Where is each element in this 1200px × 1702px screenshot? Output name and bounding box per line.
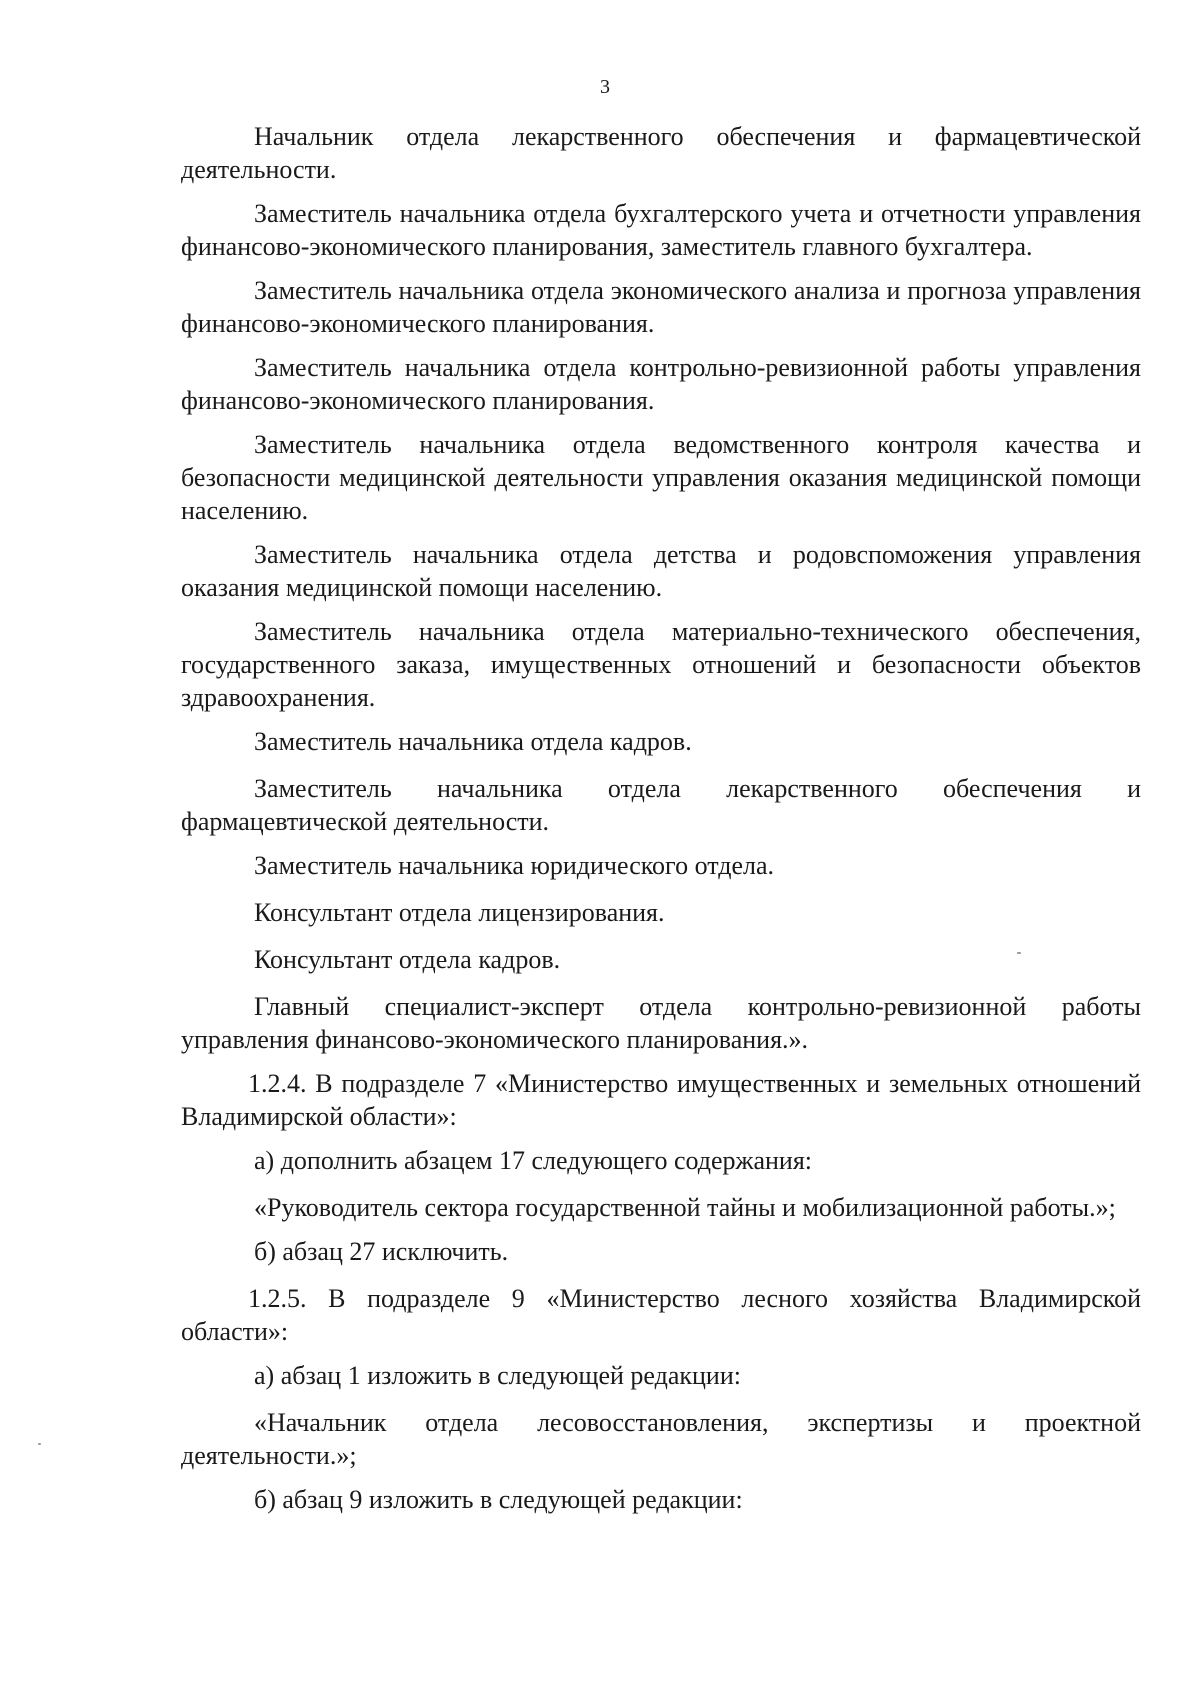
paragraph-19: а) абзац 1 изложить в следующей редакции: xyxy=(254,1361,741,1390)
paragraph-20: «Начальник отдела лесовосстановления, экспертизы и проектной деятельности.»; xyxy=(181,1408,1141,1470)
paragraph-6: Заместитель начальника отдела детства и родовспоможения управления оказания медицинской помощи населению. xyxy=(181,540,1141,602)
paragraph-16: «Руководитель сектора государственной тайны и мобилизационной работы.»; xyxy=(254,1193,1116,1222)
paragraph-7: Заместитель начальника отдела материально-технического обеспечения, государственного заказа, имущественных отношений и безопасности объектов здравоохранения. xyxy=(181,617,1141,712)
scan-speck xyxy=(38,1443,41,1445)
paragraph-9: Заместитель начальника отдела лекарственного обеспечения и фармацевтической деятельности. xyxy=(181,774,1141,836)
paragraph-17: б) абзац 27 исключить. xyxy=(254,1237,509,1266)
paragraph-12: Консультант отдела кадров. xyxy=(254,945,561,974)
paragraph-13: Главный специалист-эксперт отдела контрольно-ревизионной работы управления финансово-экономического планирования.». xyxy=(181,992,1141,1054)
paragraph-11: Консультант отдела лицензирования. xyxy=(254,898,665,927)
paragraph-3: Заместитель начальника отдела экономического анализа и прогноза управления финансово-экономического планирования. xyxy=(181,276,1141,338)
paragraph-8: Заместитель начальника отдела кадров. xyxy=(254,727,692,756)
paragraph-2: Заместитель начальника отдела бухгалтерского учета и отчетности управления финансово-экономического планирования, заместитель главного бухгалтера. xyxy=(181,199,1141,261)
paragraph-1: Начальник отдела лекарственного обеспечения и фармацевтической деятельности. xyxy=(181,122,1141,184)
page-number: 3 xyxy=(600,76,610,98)
document-body xyxy=(181,120,1141,1530)
paragraph-14: 1.2.4. В подразделе 7 «Министерство имущественных и земельных отношений Владимирской области»: xyxy=(181,1069,1141,1131)
paragraph-21: б) абзац 9 изложить в следующей редакции: xyxy=(254,1485,743,1514)
paragraph-4: Заместитель начальника отдела контрольно-ревизионной работы управления финансово-экономического планирования. xyxy=(181,353,1141,415)
scan-speck xyxy=(1017,952,1021,954)
paragraph-18: 1.2.5. В подразделе 9 «Министерство лесного хозяйства Владимирской области»: xyxy=(181,1284,1141,1346)
paragraph-10: Заместитель начальника юридического отдела. xyxy=(254,851,775,880)
paragraph-15: а) дополнить абзацем 17 следующего содержания: xyxy=(254,1146,813,1175)
paragraph-5: Заместитель начальника отдела ведомственного контроля качества и безопасности медицинской деятельности управления оказания медицинской помощи населению. xyxy=(181,430,1141,525)
